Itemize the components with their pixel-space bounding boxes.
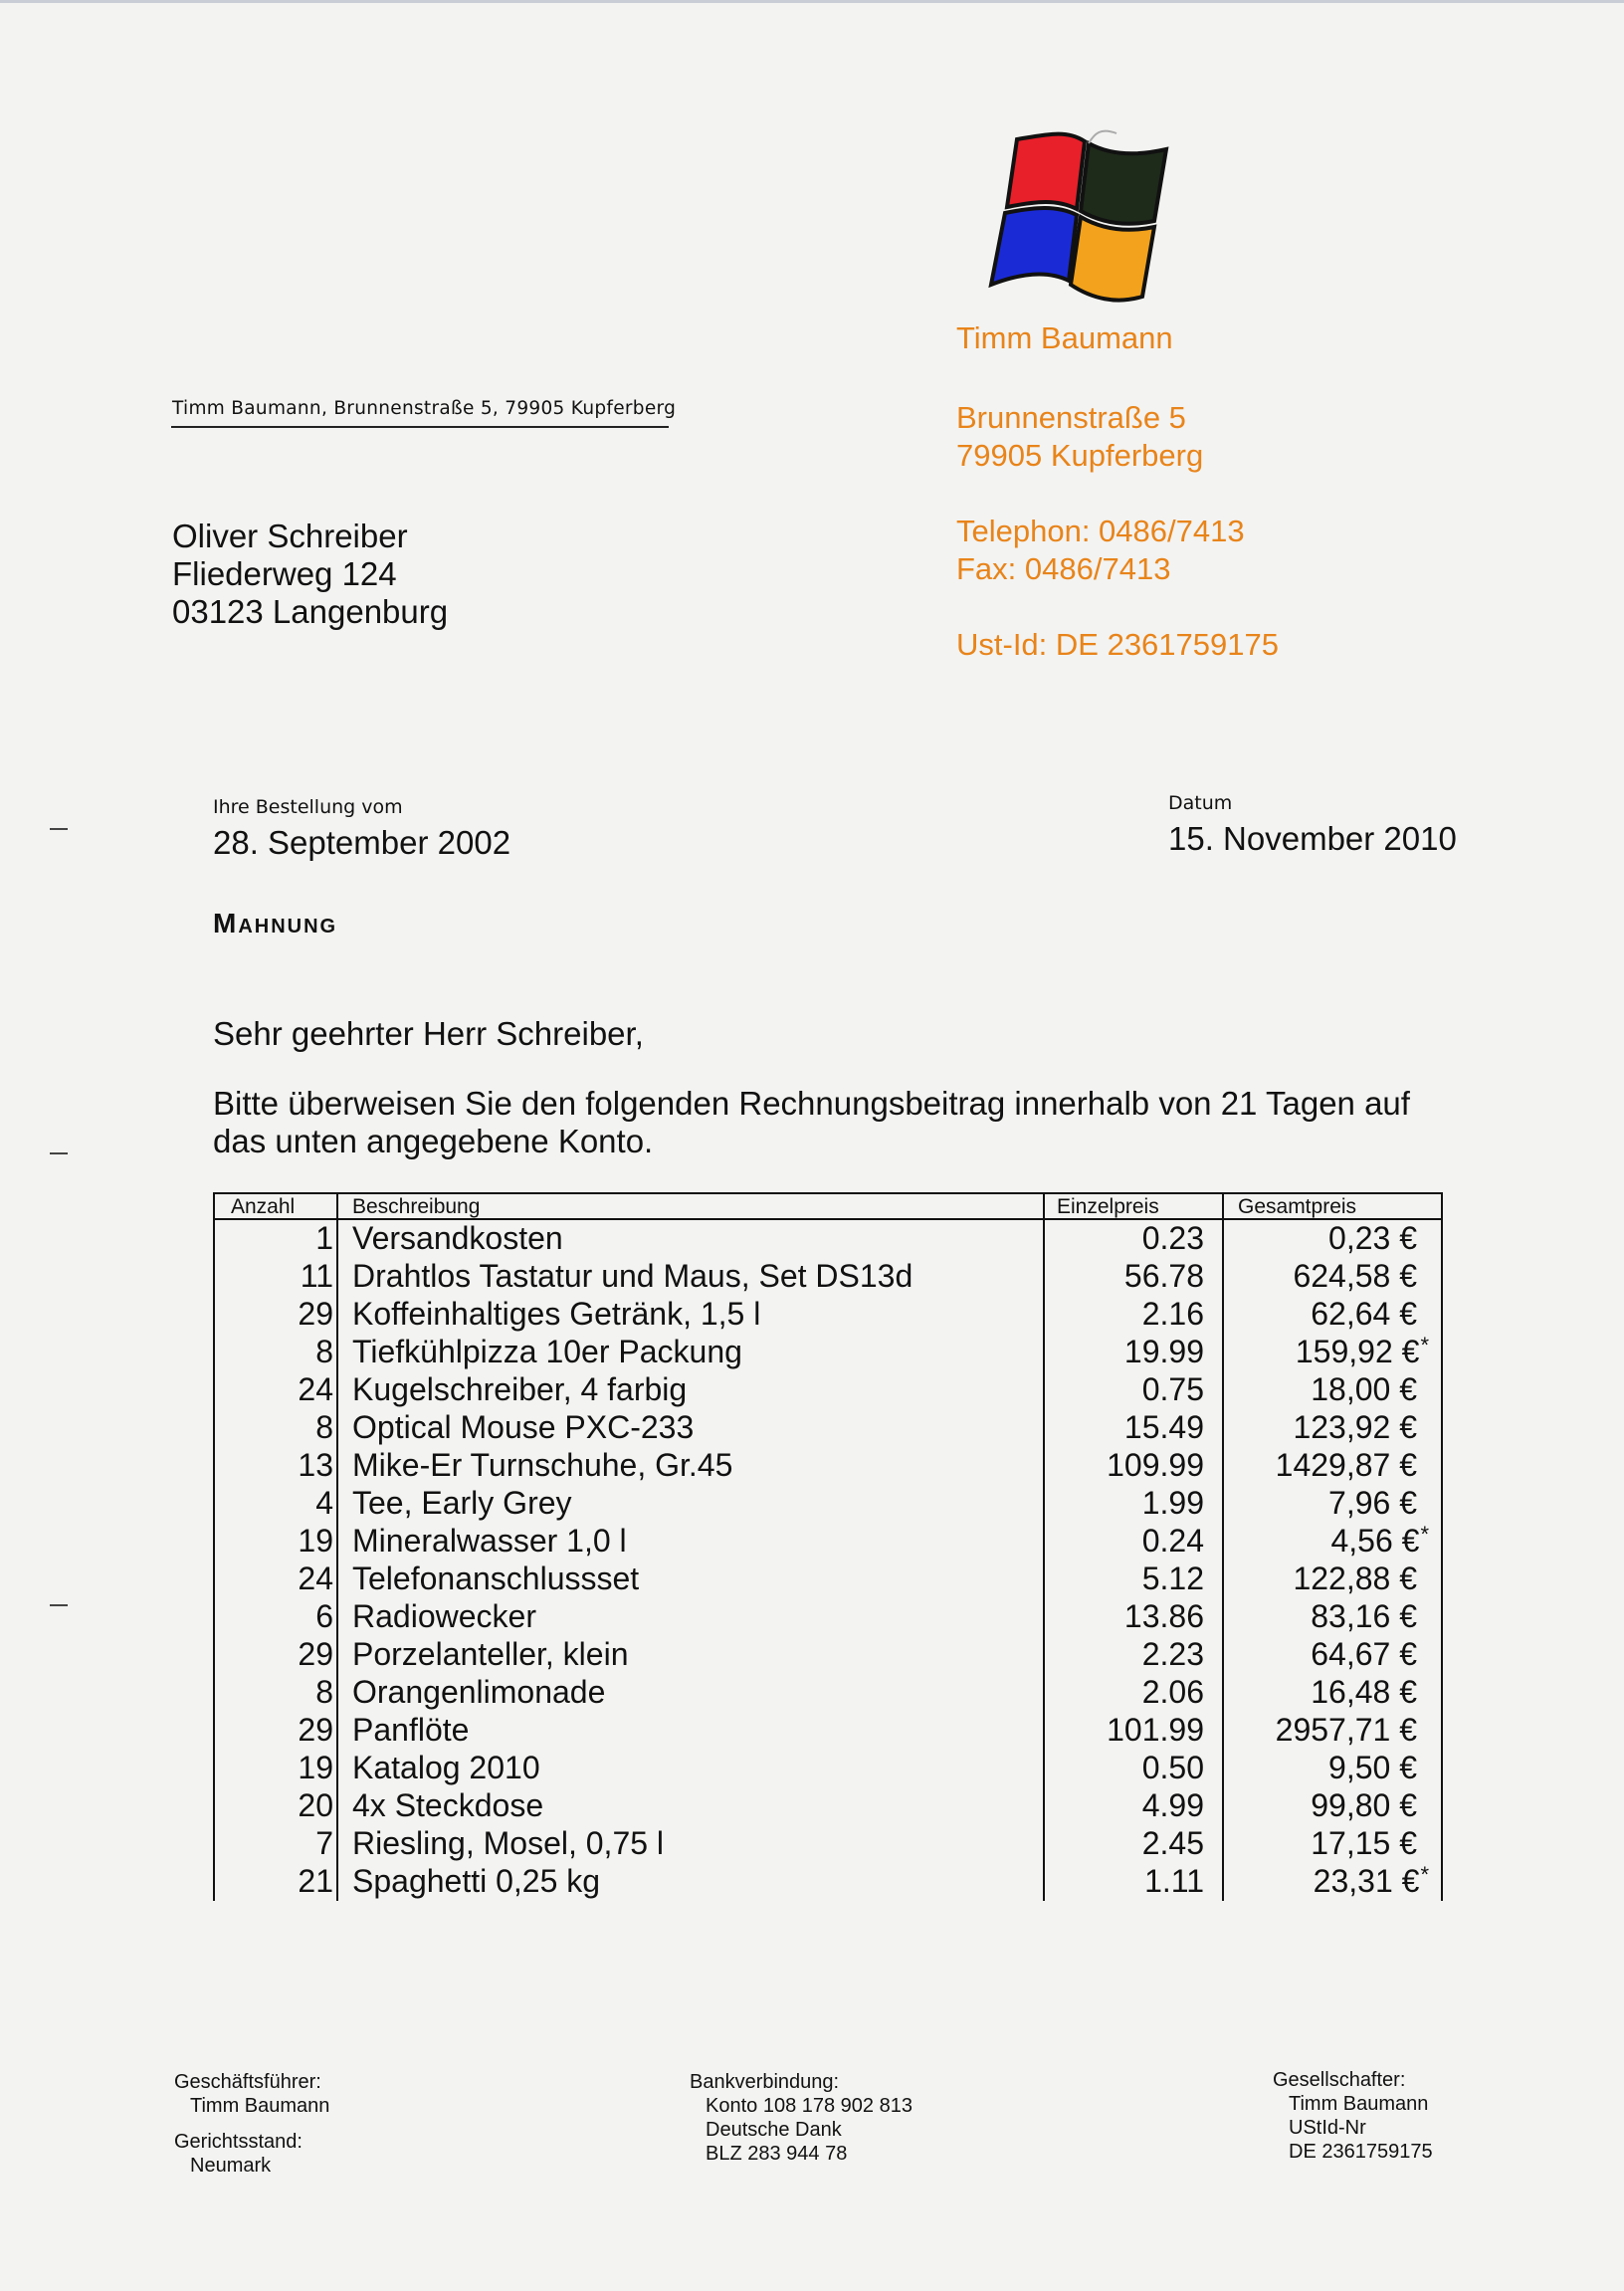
row-total-price — [1311, 1296, 1417, 1333]
table-row — [213, 1409, 1443, 1447]
row-unit-price: 19.99 — [1123, 1334, 1204, 1369]
row-quantity: 19 — [298, 1750, 333, 1785]
table-row — [213, 1598, 1443, 1636]
row-quantity: 29 — [298, 1712, 333, 1748]
row-quantity: 8 — [315, 1334, 333, 1369]
row-description: 4x Steckdose — [352, 1787, 544, 1823]
row-total-value: 624,58 € — [1293, 1258, 1417, 1294]
row-total-value: 7,96 € — [1328, 1485, 1417, 1521]
table-row — [213, 1485, 1443, 1523]
row-quantity: 24 — [298, 1371, 333, 1407]
return-address-underline — [171, 426, 669, 428]
footer-management — [174, 2070, 329, 2178]
row-quantity: 8 — [315, 1409, 333, 1445]
row-unit-price: 101.99 — [1107, 1712, 1204, 1748]
partner-ustid-label: UStId-Nr — [1289, 2117, 1366, 2139]
row-description: Spaghetti 0,25 kg — [352, 1863, 601, 1899]
row-unit-price: 109.99 — [1107, 1447, 1204, 1483]
row-quantity: 29 — [298, 1636, 333, 1672]
document-date: 15. November 2010 — [1168, 820, 1457, 857]
row-quantity: 13 — [298, 1447, 333, 1483]
row-unit-price: 2.23 — [1141, 1636, 1204, 1672]
order-date: 28. September 2002 — [213, 824, 511, 861]
row-description: Koffeinhaltiges Getränk, 1,5 l — [352, 1296, 761, 1332]
row-total-value: 23,31 € — [1313, 1863, 1420, 1899]
table-row — [213, 1750, 1443, 1787]
table-row — [213, 1523, 1443, 1561]
row-footnote-star: * — [1420, 1862, 1429, 1887]
order-date-label: Ihre Bestellung vom — [213, 796, 403, 818]
row-unit-price: 56.78 — [1123, 1258, 1204, 1294]
sender-ust-id: Ust-Id: DE 2361759175 — [956, 627, 1279, 662]
row-total-value: 1429,87 € — [1275, 1447, 1417, 1483]
management-value: Timm Baumann — [190, 2095, 330, 2117]
recipient-city: 03123 Langenburg — [172, 593, 449, 630]
row-total-price — [1328, 1750, 1417, 1786]
windows-flag-logo — [977, 129, 1176, 318]
row-unit-price: 5.12 — [1141, 1561, 1204, 1596]
row-total-value: 83,16 € — [1311, 1598, 1417, 1634]
row-description: Versandkosten — [352, 1220, 563, 1256]
court-label: Gerichtsstand: — [174, 2131, 303, 2153]
row-quantity: 21 — [298, 1863, 333, 1899]
row-total-value: 17,15 € — [1311, 1825, 1417, 1861]
row-total-price — [1328, 1485, 1417, 1522]
row-description: Optical Mouse PXC-233 — [352, 1409, 695, 1445]
table-row — [213, 1712, 1443, 1750]
row-total-value: 2957,71 € — [1275, 1712, 1417, 1748]
row-total-value: 123,92 € — [1293, 1409, 1417, 1445]
row-total-value: 4,56 € — [1330, 1523, 1420, 1559]
row-total-value: 9,50 € — [1328, 1750, 1417, 1785]
row-total-price — [1311, 1371, 1417, 1408]
row-total-value: 0,23 € — [1328, 1220, 1417, 1256]
fold-mark — [50, 828, 68, 830]
table-top-rule — [213, 1192, 1443, 1194]
row-total-value: 16,48 € — [1311, 1674, 1417, 1710]
row-description: Mike-Er Turnschuhe, Gr.45 — [352, 1447, 733, 1483]
partner-ustid: DE 2361759175 — [1289, 2141, 1433, 2163]
return-address: Timm Baumann, Brunnenstraße 5, 79905 Kupferberg — [172, 398, 677, 419]
row-quantity: 11 — [300, 1258, 333, 1294]
bank-blz: BLZ 283 944 78 — [706, 2143, 848, 2165]
row-description: Porzelanteller, klein — [352, 1636, 629, 1672]
table-row — [213, 1258, 1443, 1296]
row-total-price — [1296, 1334, 1429, 1370]
row-total-price — [1311, 1598, 1417, 1635]
table-row — [213, 1674, 1443, 1712]
row-unit-price: 0.50 — [1141, 1750, 1204, 1785]
header-total-price: Gesamtpreis — [1238, 1195, 1357, 1218]
row-unit-price: 2.16 — [1141, 1296, 1204, 1332]
row-total-value: 64,67 € — [1311, 1636, 1417, 1672]
row-total-value: 159,92 € — [1295, 1334, 1420, 1369]
bank-name: Deutsche Dank — [706, 2119, 842, 2141]
partner-value: Timm Baumann — [1289, 2093, 1429, 2115]
page-top-edge — [0, 0, 1624, 3]
salutation: Sehr geehrter Herr Schreiber, — [213, 1015, 644, 1052]
row-description: Drahtlos Tastatur und Maus, Set DS13d — [352, 1258, 914, 1294]
hole-punch-mark — [50, 1152, 68, 1154]
document-title: Mahnung — [213, 908, 338, 938]
row-unit-price: 0.23 — [1141, 1220, 1204, 1256]
row-unit-price: 13.86 — [1123, 1598, 1204, 1634]
table-row — [213, 1863, 1443, 1901]
row-footnote-star: * — [1420, 1333, 1429, 1357]
row-total-price — [1276, 1447, 1417, 1484]
row-total-price — [1293, 1561, 1417, 1597]
table-row — [213, 1371, 1443, 1409]
row-description: Katalog 2010 — [352, 1750, 540, 1785]
sender-name: Timm Baumann — [956, 320, 1173, 355]
row-total-value: 122,88 € — [1293, 1561, 1417, 1596]
header-unit-price: Einzelpreis — [1057, 1195, 1159, 1218]
row-unit-price: 0.75 — [1141, 1371, 1204, 1407]
table-row — [213, 1220, 1443, 1258]
row-unit-price: 4.99 — [1141, 1787, 1204, 1823]
row-unit-price: 1.11 — [1144, 1863, 1204, 1899]
row-total-price — [1311, 1636, 1417, 1673]
sender-street: Brunnenstraße 5 — [956, 400, 1186, 435]
date-label: Datum — [1168, 792, 1233, 814]
table-row — [213, 1296, 1443, 1334]
row-description: Radiowecker — [352, 1598, 536, 1634]
sender-telephone: Telephon: 0486/7413 — [956, 514, 1245, 548]
row-quantity: 19 — [298, 1523, 333, 1559]
recipient-name: Oliver Schreiber — [172, 518, 408, 554]
row-unit-price: 2.06 — [1141, 1674, 1204, 1710]
row-quantity: 24 — [298, 1561, 333, 1596]
row-total-value: 99,80 € — [1311, 1787, 1417, 1823]
recipient-street: Fliederweg 124 — [172, 555, 397, 592]
row-description: Panflöte — [352, 1712, 470, 1748]
row-total-price — [1314, 1863, 1429, 1900]
row-unit-price: 15.49 — [1123, 1409, 1204, 1445]
row-total-price — [1311, 1787, 1417, 1824]
court-value: Neumark — [190, 2155, 272, 2177]
header-description: Beschreibung — [352, 1195, 481, 1218]
row-unit-price: 0.24 — [1141, 1523, 1204, 1559]
bank-label: Bankverbindung: — [690, 2071, 840, 2093]
sender-fax: Fax: 0486/7413 — [956, 551, 1171, 586]
row-quantity: 7 — [315, 1825, 333, 1861]
management-label: Geschäftsführer: — [174, 2071, 321, 2093]
table-row — [213, 1636, 1443, 1674]
row-quantity: 4 — [315, 1485, 333, 1521]
row-description: Riesling, Mosel, 0,75 l — [352, 1825, 665, 1861]
row-total-price — [1293, 1258, 1417, 1295]
fold-mark — [50, 1604, 68, 1606]
row-unit-price: 2.45 — [1141, 1825, 1204, 1861]
row-quantity: 8 — [315, 1674, 333, 1710]
row-total-price — [1330, 1523, 1429, 1560]
invoice-table — [213, 1192, 1443, 1901]
table-row — [213, 1787, 1443, 1825]
row-description: Tee, Early Grey — [352, 1485, 572, 1521]
row-footnote-star: * — [1420, 1522, 1429, 1547]
table-row — [213, 1561, 1443, 1598]
recipient-address — [172, 518, 448, 631]
row-unit-price: 1.99 — [1141, 1485, 1204, 1521]
partner-label: Gesellschafter: — [1273, 2069, 1406, 2091]
body-text: Bitte überweisen Sie den folgenden Rechnungsbeitrag innerhalb von 21 Tagen auf das unten angegebene Konto. — [213, 1085, 1410, 1159]
row-quantity: 6 — [315, 1598, 333, 1634]
row-description: Tiefkühlpizza 10er Packung — [352, 1334, 742, 1369]
footer-partner — [1273, 2068, 1433, 2164]
row-quantity: 1 — [315, 1220, 333, 1256]
row-description: Orangenlimonade — [352, 1674, 606, 1710]
row-total-value: 18,00 € — [1311, 1371, 1417, 1407]
row-description: Mineralwasser 1,0 l — [352, 1523, 627, 1559]
header-qty: Anzahl — [231, 1195, 296, 1218]
row-total-price — [1293, 1409, 1417, 1446]
row-total-price — [1311, 1674, 1417, 1711]
row-description: Kugelschreiber, 4 farbig — [352, 1371, 688, 1407]
table-row — [213, 1334, 1443, 1371]
row-total-price — [1311, 1825, 1417, 1862]
sender-city: 79905 Kupferberg — [956, 438, 1204, 473]
table-row — [213, 1447, 1443, 1485]
table-row — [213, 1825, 1443, 1863]
row-total-value: 62,64 € — [1311, 1296, 1417, 1332]
row-description: Telefonanschlussset — [352, 1561, 640, 1596]
row-quantity: 20 — [298, 1787, 333, 1823]
row-total-price — [1276, 1712, 1417, 1749]
bank-account: Konto 108 178 902 813 — [706, 2095, 913, 2117]
row-total-price — [1328, 1220, 1417, 1257]
footer-bank — [690, 2070, 913, 2166]
row-quantity: 29 — [298, 1296, 333, 1332]
